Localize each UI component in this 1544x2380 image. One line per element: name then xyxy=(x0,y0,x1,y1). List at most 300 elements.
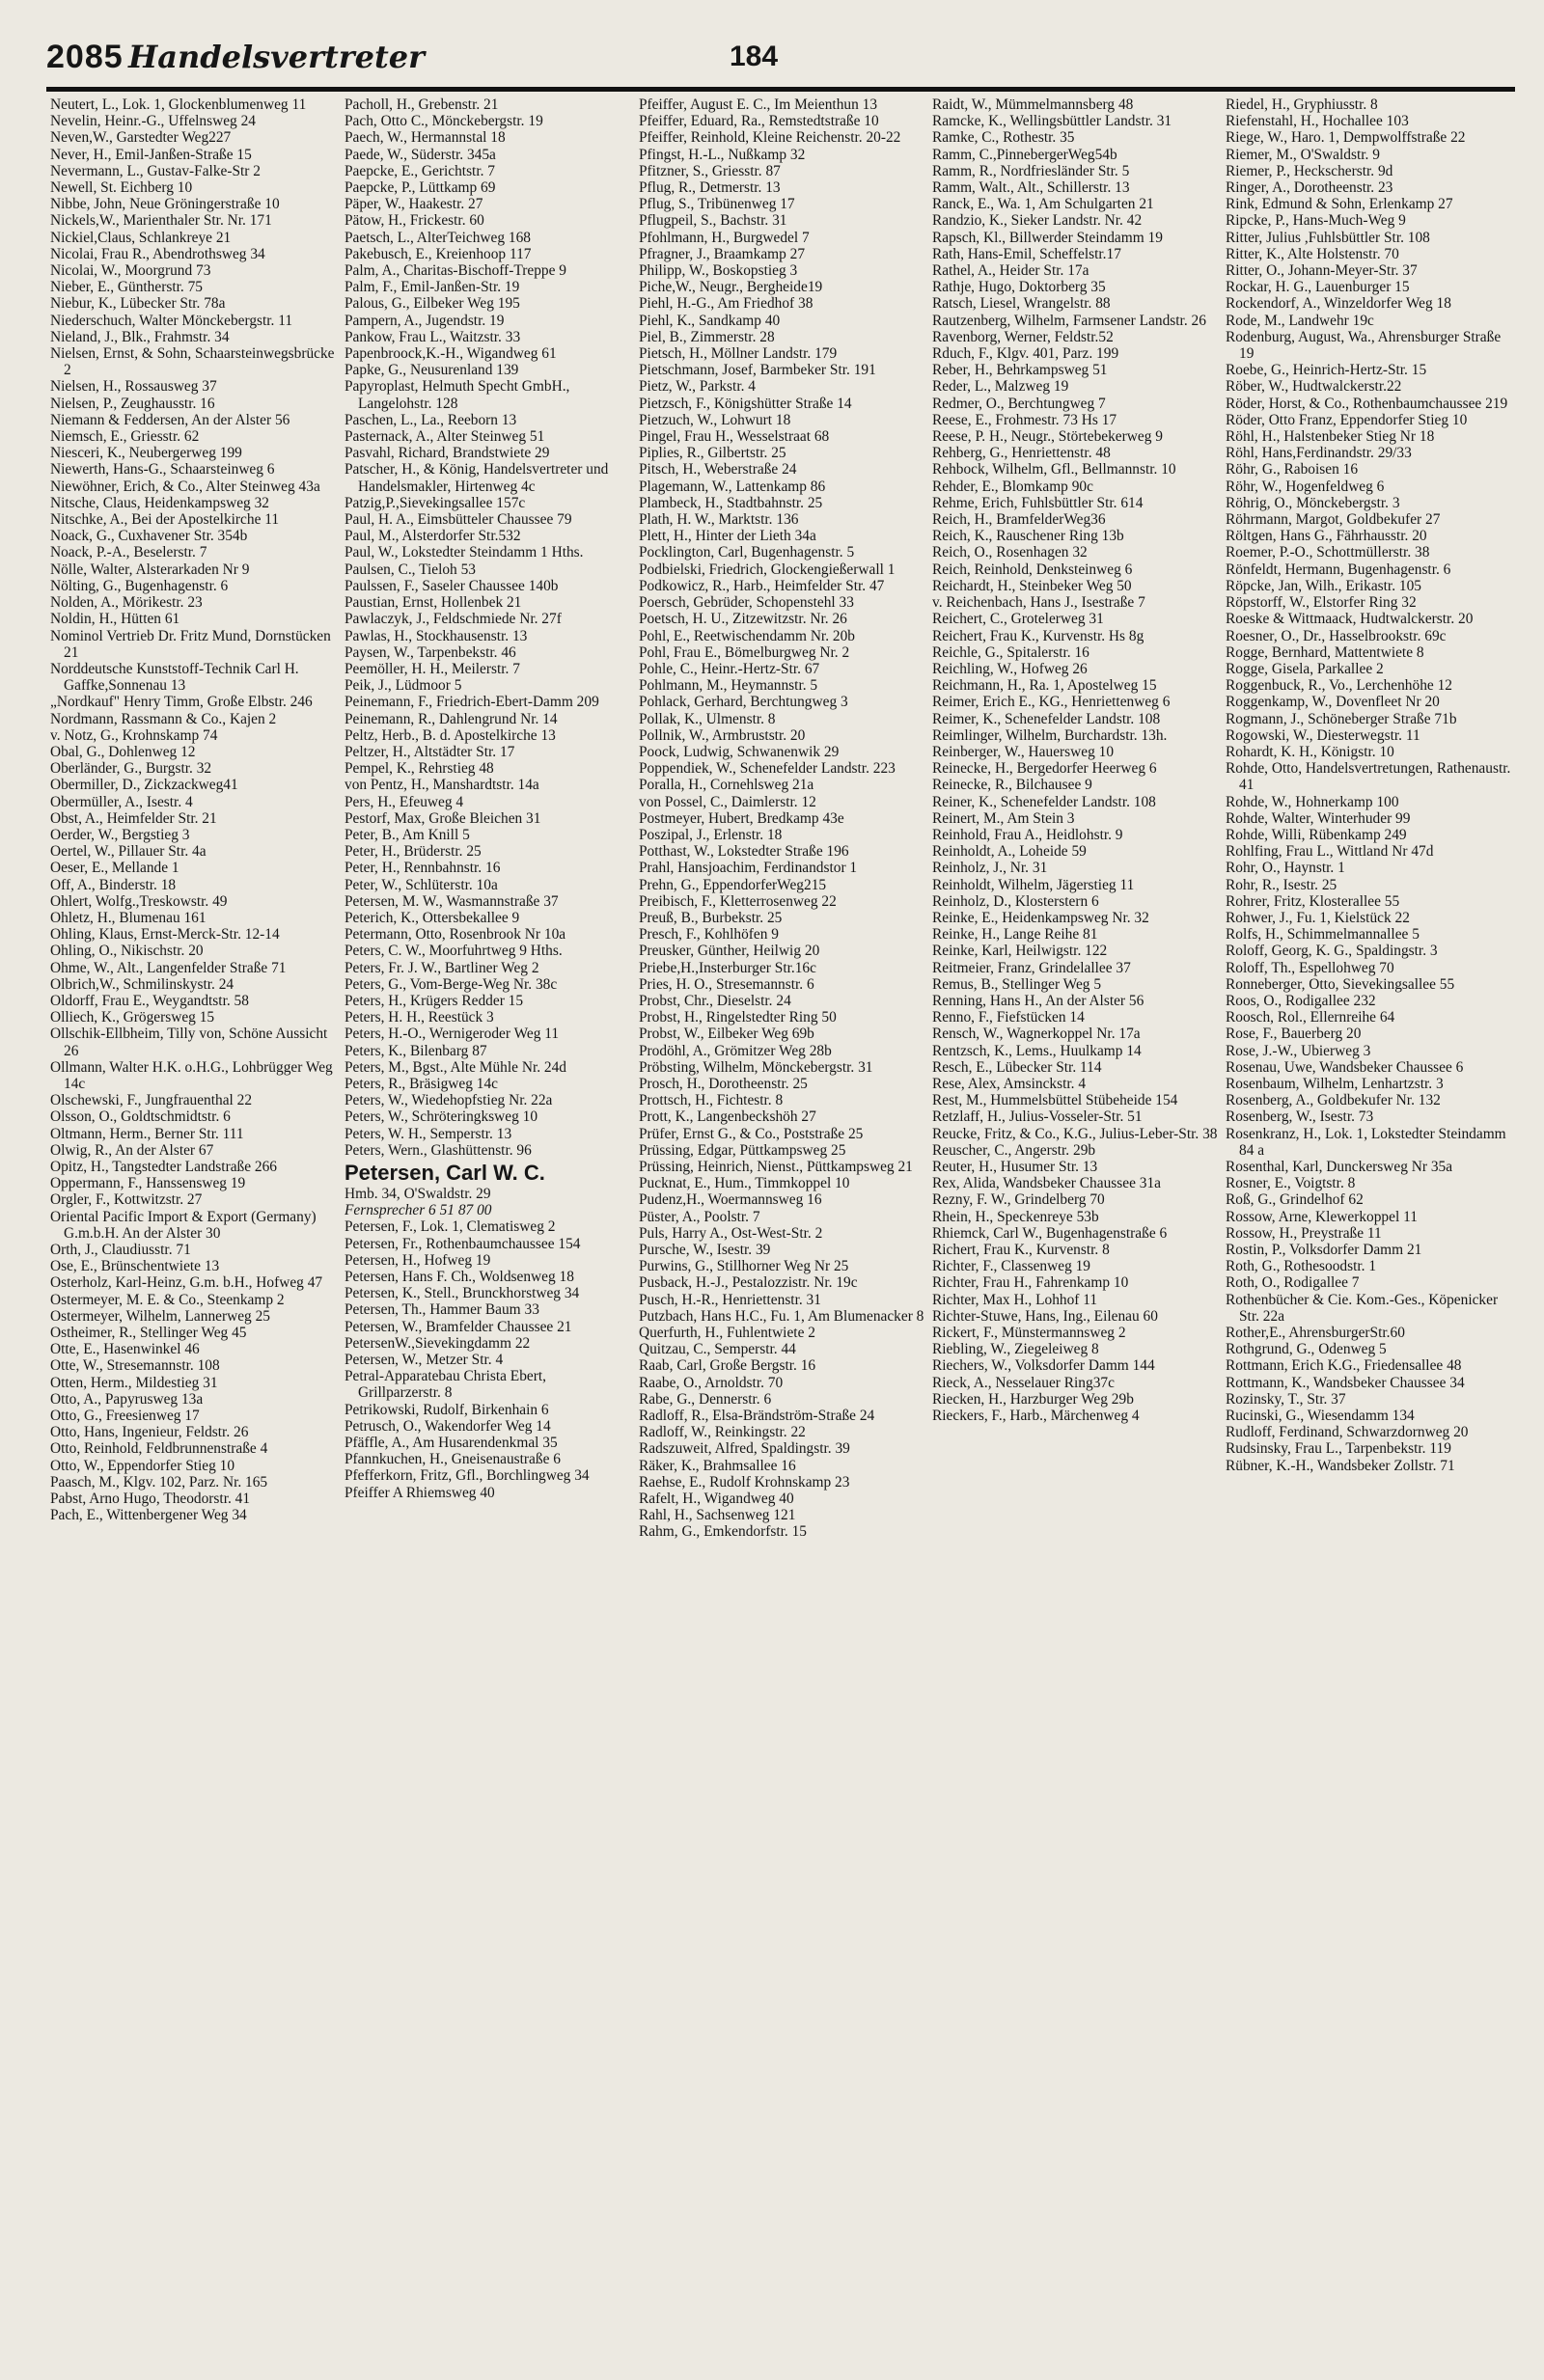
directory-entry: Paul, H. A., Eimsbütteler Chaussee 79 xyxy=(345,511,572,529)
directory-entry: Reichert, Frau K., Kurvenstr. Hs 8g xyxy=(932,627,1144,644)
directory-entry: Rafelt, H., Wigandweg 40 xyxy=(639,1491,794,1508)
directory-entry: Paysen, W., Tarpenbekstr. 46 xyxy=(345,643,516,661)
directory-entry: Renno, F., Fiefstücken 14 xyxy=(932,1009,1085,1026)
directory-entry: Pohle, C., Heinr.-Hertz-Str. 67 xyxy=(639,660,820,677)
directory-entry: Otto, Hans, Ingenieur, Feldstr. 26 xyxy=(50,1424,249,1441)
directory-entry: Rottmann, K., Wandsbeker Chaussee 34 xyxy=(1226,1374,1465,1391)
directory-entry: Paech, W., Hermannstal 18 xyxy=(345,129,506,147)
directory-entry: Petrusch, O., Wakendorfer Weg 14 xyxy=(345,1417,551,1435)
directory-entry: Rosenthal, Karl, Dunckersweg Nr 35a xyxy=(1226,1159,1453,1175)
directory-entry: Rath, Hans-Emil, Scheffelstr.17 xyxy=(932,245,1121,262)
directory-entry: Peters, H. H., Reestück 3 xyxy=(345,1009,494,1026)
directory-entry: Rehder, E., Blomkamp 90c xyxy=(932,478,1093,495)
directory-entry: Nickels,W., Marienthaler Str. Nr. 171 xyxy=(50,212,272,230)
directory-entry: Nibbe, John, Neue Gröningerstraße 10 xyxy=(50,196,280,213)
directory-entry: Peter, B., Am Knill 5 xyxy=(345,826,470,843)
directory-entry: Rese, Alex, Amsinckstr. 4 xyxy=(932,1075,1087,1092)
directory-entry: Poszipal, J., Erlenstr. 18 xyxy=(639,826,783,843)
directory-entry: Roeske & Wittmaack, Hudtwalckerstr. 20 xyxy=(1226,611,1474,628)
directory-entry: Ringer, A., Dorotheenstr. 23 xyxy=(1226,179,1393,197)
directory-entry: Pietsch, H., Möllner Landstr. 179 xyxy=(639,345,838,363)
directory-entry: Rezny, F. W., Grindelberg 70 xyxy=(932,1191,1105,1209)
directory-entry: Piplies, R., Gilbertstr. 25 xyxy=(639,445,786,462)
directory-entry: Peters, K., Bilenbarg 87 xyxy=(345,1042,487,1059)
directory-entry: Papyroplast, Helmuth Specht GmbH., Langelohstr. 128 xyxy=(345,378,570,412)
directory-entry: Peters, W. H., Semperstr. 13 xyxy=(345,1125,512,1142)
directory-entry: Pempel, K., Rehrstieg 48 xyxy=(345,760,494,778)
directory-entry: Rickert, F., Münstermannsweg 2 xyxy=(932,1325,1126,1342)
directory-entry: Radloff, W., Reinkingstr. 22 xyxy=(639,1424,806,1441)
directory-entry: Pietzsch, F., Königshütter Straße 14 xyxy=(639,395,852,412)
directory-entry: Obst, A., Heimfelder Str. 21 xyxy=(50,809,217,827)
directory-entry: Roloff, Th., Espellohweg 70 xyxy=(1226,959,1394,976)
directory-entry: Paede, W., Süderstr. 345a xyxy=(345,146,496,163)
directory-entry: Röder, Horst, & Co., Rothenbaumchaussee 219 xyxy=(1226,395,1508,412)
directory-entry: Riecken, H., Harzburger Weg 29b xyxy=(932,1390,1134,1408)
directory-entry: Röhl, H., Halstenbeker Stieg Nr 18 xyxy=(1226,428,1435,446)
directory-entry: von Possel, C., Daimlerstr. 12 xyxy=(639,793,816,810)
column-5 xyxy=(1226,96,1511,2354)
directory-entry: Reinholdt, Wilhelm, Jägerstieg 11 xyxy=(932,876,1135,893)
directory-entry: Rohr, O., Haynstr. 1 xyxy=(1226,860,1345,877)
directory-entry: Neutert, L., Lok. 1, Glockenblumenweg 11 xyxy=(50,96,307,113)
column-2 xyxy=(345,96,630,2354)
directory-entry: Rübner, K.-H., Wandsbeker Zollstr. 71 xyxy=(1226,1457,1455,1474)
directory-entry: Rentzsch, K., Lems., Huulkamp 14 xyxy=(932,1042,1142,1059)
directory-entry: Reinberger, W., Hauersweg 10 xyxy=(932,743,1115,760)
directory-entry: Olbrich,W., Schmilinskystr. 24 xyxy=(50,975,234,993)
directory-entry: Peterich, K., Ottersbekallee 9 xyxy=(345,909,520,926)
directory-entry: Otto, A., Papyrusweg 13a xyxy=(50,1390,204,1408)
directory-entry: Rensch, W., Wagnerkoppel Nr. 17a xyxy=(932,1026,1141,1043)
directory-entry: Preusker, Günther, Heilwig 20 xyxy=(639,943,820,960)
directory-entry: Rucinski, G., Wiesendamm 134 xyxy=(1226,1408,1415,1425)
directory-entry: Paepcke, P., Lüttkamp 69 xyxy=(345,179,496,197)
directory-entry: Rode, M., Landwehr 19c xyxy=(1226,312,1374,329)
directory-entry: Oeser, E., Mellande 1 xyxy=(50,860,179,877)
directory-entry: Rottmann, Erich K.G., Friedensallee 48 xyxy=(1226,1357,1462,1375)
directory-entry: Peter, W., Schlüterstr. 10a xyxy=(345,876,498,893)
directory-entry: Patzig,P.,Sievekingsallee 157c xyxy=(345,494,526,511)
directory-entry: Riemer, P., Heckscherstr. 9d xyxy=(1226,162,1393,179)
directory-entry: Ollmann, Walter H.K. o.H.G., Lohbrügger Weg 14c xyxy=(50,1058,333,1092)
directory-entry: Querfurth, H., Fuhlentwiete 2 xyxy=(639,1325,815,1342)
directory-entry: Oberländer, G., Burgstr. 32 xyxy=(50,760,212,778)
directory-entry: Nielsen, P., Zeughausstr. 16 xyxy=(50,395,215,412)
directory-entry: Remus, B., Stellinger Weg 5 xyxy=(932,975,1102,993)
directory-entry: Pflug, R., Detmerstr. 13 xyxy=(639,179,781,197)
directory-entry: Peters, W., Wiedehopfstieg Nr. 22a xyxy=(345,1092,553,1109)
directory-entry: Olschewski, F., Jungfrauenthal 22 xyxy=(50,1092,253,1109)
directory-entry: Riege, W., Haro. 1, Dempwolffstraße 22 xyxy=(1226,129,1466,147)
directory-entry: Roloff, Georg, K. G., Spaldingstr. 3 xyxy=(1226,943,1438,960)
directory-entry: Rohr, R., Isestr. 25 xyxy=(1226,876,1337,893)
directory-entry: Reichardt, H., Steinbeker Weg 50 xyxy=(932,577,1132,594)
directory-entry: Rabe, G., Dennerstr. 6 xyxy=(639,1390,772,1408)
directory-entry: Niederschuch, Walter Mönckebergstr. 11 xyxy=(50,312,293,329)
directory-entry: Reucke, Fritz, & Co., K.G., Julius-Leber-Str. 38 xyxy=(932,1125,1218,1142)
directory-entry: Nicolai, W., Moorgrund 73 xyxy=(50,262,211,280)
directory-entry: Ohletz, H., Blumenau 161 xyxy=(50,909,207,926)
page-number: 184 xyxy=(730,41,779,72)
directory-entry: Petersen, F., Lok. 1, Clematisweg 2 xyxy=(345,1218,556,1236)
directory-entry: Rahl, H., Sachsenweg 121 xyxy=(639,1507,796,1524)
directory-entry: Rohwer, J., Fu. 1, Kielstück 22 xyxy=(1226,909,1410,926)
directory-entry: Richter-Stuwe, Hans, Ing., Eilenau 60 xyxy=(932,1307,1158,1325)
directory-entry: Renning, Hans H., An der Alster 56 xyxy=(932,992,1144,1009)
directory-entry: Ritter, Julius ,Fuhlsbüttler Str. 108 xyxy=(1226,229,1430,246)
directory-entry: Ramm, C.,PinnebergerWeg54b xyxy=(932,146,1117,163)
directory-entry: Pfefferkorn, Fritz, Gfl., Borchlingweg 34 xyxy=(345,1467,590,1485)
directory-entry: Piel, B., Zimmerstr. 28 xyxy=(639,328,775,345)
directory-entry: Hmb. 34, O'Swaldstr. 29 xyxy=(345,1186,491,1202)
directory-entry: Rohde, Willi, Rübenkamp 249 xyxy=(1226,826,1407,843)
directory-entry: Richter, F., Classenweg 19 xyxy=(932,1258,1091,1275)
directory-entry: Poetsch, H. U., Zitzewitzstr. Nr. 26 xyxy=(639,611,847,628)
directory-entry: Ripcke, P., Hans-Much-Weg 9 xyxy=(1226,212,1406,230)
directory-entry: Pach, Otto C., Mönckebergstr. 19 xyxy=(345,113,543,130)
directory-entry: Peters, M., Bgst., Alte Mühle Nr. 24d xyxy=(345,1058,567,1076)
directory-entry: Pacholl, H., Grebenstr. 21 xyxy=(345,96,499,113)
directory-entry: Riemer, M., O'Swaldstr. 9 xyxy=(1226,146,1380,163)
directory-entry: Rathel, A., Heider Str. 17a xyxy=(932,262,1089,280)
directory-entry: Piche,W., Neugr., Bergheide19 xyxy=(639,279,823,296)
directory-entry: Peltzer, H., Altstädter Str. 17 xyxy=(345,743,515,760)
directory-entry: Prehn, G., EppendorferWeg215 xyxy=(639,876,827,893)
directory-entry: Rolfs, H., Schimmelmannallee 5 xyxy=(1226,926,1420,944)
directory-entry: Ostermeyer, M. E. & Co., Steenkamp 2 xyxy=(50,1291,285,1308)
directory-entry: Rohde, W., Hohnerkamp 100 xyxy=(1226,793,1399,810)
column-1 xyxy=(50,96,336,2354)
directory-entry: Reichert, C., Grotelerweg 31 xyxy=(932,611,1104,628)
directory-entry: Putzbach, Hans H.C., Fu. 1, Am Blumenacker 8 xyxy=(639,1307,924,1325)
directory-entry: Nölle, Walter, Alsterarkaden Nr 9 xyxy=(50,561,250,578)
directory-entry: Röhl, Hans,Ferdinandstr. 29/33 xyxy=(1226,445,1412,462)
directory-entry: Roth, O., Rodigallee 7 xyxy=(1226,1274,1360,1292)
directory-entry: Rosenau, Uwe, Wandsbeker Chaussee 6 xyxy=(1226,1058,1464,1076)
directory-entry: Nielsen, Ernst, & Sohn, Schaarsteinwegsbrücke 2 xyxy=(50,345,335,379)
directory-entry: Rogmann, J., Schöneberger Straße 71b xyxy=(1226,710,1457,727)
directory-entry: Poppendiek, W., Schenefelder Landstr. 223 xyxy=(639,760,896,778)
directory-entry: Randzio, K., Sieker Landstr. Nr. 42 xyxy=(932,212,1143,230)
directory-entry: Reber, H., Behrkampsweg 51 xyxy=(932,362,1108,379)
directory-entry: Paasch, M., Klgv. 102, Parz. Nr. 165 xyxy=(50,1473,268,1491)
directory-entry: Ostermeyer, Wilhelm, Lannerweg 25 xyxy=(50,1307,270,1325)
directory-entry: Reimlinger, Wilhelm, Burchardstr. 13h. xyxy=(932,726,1168,744)
directory-entry: Rieckers, F., Harb., Märchenweg 4 xyxy=(932,1408,1140,1425)
directory-entry: Pfannkuchen, H., Gneisenaustraße 6 xyxy=(345,1451,561,1468)
directory-entry: Raidt, W., Mümmelmannsberg 48 xyxy=(932,96,1134,113)
directory-entry: Rodenburg, August, Wa., Ahrensburger Straße 19 xyxy=(1226,328,1502,363)
directory-entry: Pawlaczyk, J., Feldschmiede Nr. 27f xyxy=(345,611,562,628)
directory-entry: Pucknat, E., Hum., Timmkoppel 10 xyxy=(639,1175,850,1192)
directory-entry: Rogge, Gisela, Parkallee 2 xyxy=(1226,660,1384,677)
directory-entry: Pollak, K., Ulmenstr. 8 xyxy=(639,710,776,727)
directory-entry: Rossow, Arne, Klewerkoppel 11 xyxy=(1226,1208,1418,1225)
directory-entry: Ranck, E., Wa. 1, Am Schulgarten 21 xyxy=(932,196,1154,213)
directory-entry: Plath, H. W., Marktstr. 136 xyxy=(639,511,799,529)
directory-entry: Nieber, E., Güntherstr. 75 xyxy=(50,279,203,296)
directory-entry: Oppermann, F., Hanssensweg 19 xyxy=(50,1175,246,1192)
directory-entry: Röhr, G., Raboisen 16 xyxy=(1226,461,1359,479)
directory-entry: Probst, H., Ringelstedter Ring 50 xyxy=(639,1009,837,1026)
directory-entry: Richter, Max H., Lohhof 11 xyxy=(932,1291,1098,1308)
directory-entry: Pabst, Arno Hugo, Theodorstr. 41 xyxy=(50,1491,251,1508)
directory-entry: Pankow, Frau L., Waitzstr. 33 xyxy=(345,328,521,345)
directory-entry: Pflug, S., Tribünenweg 17 xyxy=(639,196,795,213)
directory-entry: Paetsch, L., AlterTeichweg 168 xyxy=(345,229,531,246)
directory-entry: Reinholdt, A., Loheide 59 xyxy=(932,843,1087,861)
directory-entry: Pudenz,H., Woermannsweg 16 xyxy=(639,1191,822,1209)
directory-entry: Redmer, O., Berchtungweg 7 xyxy=(932,395,1106,412)
directory-entry: Papke, G., Neusurenland 139 xyxy=(345,362,519,379)
directory-entry: Rosenbaum, Wilhelm, Lenhartzstr. 3 xyxy=(1226,1075,1444,1092)
directory-entry: Reich, O., Rosenhagen 32 xyxy=(932,544,1088,561)
page-header xyxy=(46,39,1513,81)
directory-entry: Pfohlmann, H., Burgwedel 7 xyxy=(639,229,810,246)
directory-entry: Rhiemck, Carl W., Bugenhagenstraße 6 xyxy=(932,1224,1168,1242)
directory-entry: Peltz, Herb., B. d. Apostelkirche 13 xyxy=(345,726,556,744)
directory-entry: Poralla, H., Cornehlsweg 21a xyxy=(639,777,814,794)
directory-entry: Pasvahl, Richard, Brandstwiete 29 xyxy=(345,445,550,462)
directory-entry: Reinecke, R., Bilchausee 9 xyxy=(932,777,1092,794)
directory-entry: Puls, Harry A., Ost-West-Str. 2 xyxy=(639,1224,823,1242)
directory-entry: Oertel, W., Pillauer Str. 4a xyxy=(50,843,207,861)
directory-entry: Riedel, H., Gryphiusstr. 8 xyxy=(1226,96,1378,113)
directory-entry: Röpcke, Jan, Wilh., Erikastr. 105 xyxy=(1226,577,1421,594)
directory-entry: Roggenkamp, W., Dovenfleet Nr 20 xyxy=(1226,694,1440,711)
directory-entry: Ose, E., Brünschentwiete 13 xyxy=(50,1258,220,1275)
directory-entry: Reichmann, H., Ra. 1, Apostelweg 15 xyxy=(932,677,1157,695)
directory-entry: Rehbock, Wilhelm, Gfl., Bellmannstr. 10 xyxy=(932,461,1176,479)
directory-entry: Rogge, Bernhard, Mattentwiete 8 xyxy=(1226,643,1424,661)
directory-entry: Rieck, A., Nesselauer Ring37c xyxy=(932,1374,1115,1391)
directory-entry: Raabe, O., Arnoldstr. 70 xyxy=(639,1374,784,1391)
directory-entry: Peters, H., Krügers Redder 15 xyxy=(345,992,524,1009)
directory-entry: Pitsch, H., Weberstraße 24 xyxy=(639,461,797,479)
directory-entry: Otte, E., Hasenwinkel 46 xyxy=(50,1341,200,1358)
directory-entry: Newell, St. Eichberg 10 xyxy=(50,179,193,197)
directory-entry: Noldin, H., Hütten 61 xyxy=(50,611,180,628)
directory-entry: Rostin, P., Volksdorfer Damm 21 xyxy=(1226,1242,1422,1259)
directory-entry: PetersenW.,Sievekingdamm 22 xyxy=(345,1334,531,1352)
directory-entry: Oldorff, Frau E., Weygandtstr. 58 xyxy=(50,992,249,1009)
directory-entry: Raehse, E., Rudolf Krohnskamp 23 xyxy=(639,1473,850,1491)
directory-entry: Röhrmann, Margot, Goldbekufer 27 xyxy=(1226,511,1441,529)
directory-entry: Pursche, W., Isestr. 39 xyxy=(639,1242,771,1259)
directory-entry: Reichle, G., Spitalerstr. 16 xyxy=(932,643,1089,661)
directory-entry: Olwig, R., An der Alster 67 xyxy=(50,1141,214,1159)
directory-entry: Nitschke, A., Bei der Apostelkirche 11 xyxy=(50,511,280,529)
directory-entry: Prottsch, H., Fichtestr. 8 xyxy=(639,1092,784,1109)
directory-entry: Pingel, Frau H., Wesselstraat 68 xyxy=(639,428,830,446)
directory-entry: Petersen, W., Bramfelder Chaussee 21 xyxy=(345,1318,572,1335)
directory-entry: Reder, L., Malzweg 19 xyxy=(932,378,1069,396)
directory-entry: Paepcke, E., Gerichtstr. 7 xyxy=(345,162,495,179)
directory-entry: Rex, Alida, Wandsbeker Chaussee 31a xyxy=(932,1175,1161,1192)
directory-entry: Peters, G., Vom-Berge-Weg Nr. 38c xyxy=(345,975,558,993)
directory-entry: Peters, C. W., Moorfuhrtweg 9 Hths. xyxy=(345,943,563,960)
directory-entry: Rohde, Otto, Handelsvertretungen, Rathenaustr. 41 xyxy=(1226,760,1511,794)
directory-entry: Pfragner, J., Braamkamp 27 xyxy=(639,245,806,262)
directory-entry: Räker, K., Brahmsallee 16 xyxy=(639,1457,796,1474)
directory-entry: Rönfeldt, Hermann, Bugenhagenstr. 6 xyxy=(1226,561,1451,578)
directory-entry: Rockar, H. G., Lauenburger 15 xyxy=(1226,279,1410,296)
header-rule xyxy=(46,87,1515,92)
directory-entry: Petersen, W., Metzer Str. 4 xyxy=(345,1352,504,1369)
directory-entry: Roos, O., Rodigallee 232 xyxy=(1226,992,1376,1009)
directory-entry: Pocklington, Carl, Bugenhagenstr. 5 xyxy=(639,544,855,561)
directory-entry: Norddeutsche Kunststoff-Technik Carl H. Gaffke,Sonnenau 13 xyxy=(50,660,299,695)
directory-entry: Rogowski, W., Diesterwegstr. 11 xyxy=(1226,726,1420,744)
directory-entry: Rapsch, Kl., Billwerder Steindamm 19 xyxy=(932,229,1163,246)
directory-entry: Püster, A., Poolstr. 7 xyxy=(639,1208,760,1225)
directory-entry: Ohling, O., Nikischstr. 20 xyxy=(50,943,204,960)
directory-entry: Paulssen, F., Saseler Chaussee 140b xyxy=(345,577,559,594)
directory-entry: Roebe, G., Heinrich-Hertz-Str. 15 xyxy=(1226,362,1427,379)
directory-entry: Peik, J., Lüdmoor 5 xyxy=(345,677,462,695)
directory-entry: Rohlfing, Frau L., Wittland Nr 47d xyxy=(1226,843,1434,861)
directory-entry: Otto, G., Freesienweg 17 xyxy=(50,1408,200,1425)
directory-entry: Ratsch, Liesel, Wrangelstr. 88 xyxy=(932,295,1111,313)
directory-entry: Obermiller, D., Zickzackweg41 xyxy=(50,777,238,794)
directory-entry: Orth, J., Claudiusstr. 71 xyxy=(50,1242,191,1259)
directory-entry: Orgler, F., Kottwitzstr. 27 xyxy=(50,1191,203,1209)
directory-entry: Roesner, O., Dr., Hasselbrookstr. 69c xyxy=(1226,627,1447,644)
directory-entry: Pfeiffer, Reinhold, Kleine Reichenstr. 20-22 xyxy=(639,129,901,147)
directory-entry: Reinert, M., Am Stein 3 xyxy=(932,809,1075,827)
directory-entry: Reinecke, H., Bergedorfer Heerweg 6 xyxy=(932,760,1157,778)
directory-entry: Niesceri, K., Neubergerweg 199 xyxy=(50,445,242,462)
directory-entry: Rest, M., Hummelsbüttel Stübeheide 154 xyxy=(932,1092,1178,1109)
directory-entry: Oltmann, Herm., Berner Str. 111 xyxy=(50,1125,244,1142)
directory-entry: Pfeiffer, August E. C., Im Meienthun 13 xyxy=(639,96,878,113)
directory-entry: v. Notz, G., Krohnskamp 74 xyxy=(50,726,218,744)
directory-entry: Prosch, H., Dorotheenstr. 25 xyxy=(639,1075,808,1092)
directory-entry: Rosner, E., Voigtstr. 8 xyxy=(1226,1175,1356,1192)
directory-entry: Reese, P. H., Neugr., Störtebekerweg 9 xyxy=(932,428,1163,446)
directory-entry: Rose, J.-W., Ubierweg 3 xyxy=(1226,1042,1371,1059)
directory-entry: Rossow, H., Preystraße 11 xyxy=(1226,1224,1382,1242)
directory-entry: Peters, Fr. J. W., Bartliner Weg 2 xyxy=(345,959,539,976)
directory-entry: Pohlack, Gerhard, Berchtungweg 3 xyxy=(639,694,848,711)
directory-entry: Ohme, W., Alt., Langenfelder Straße 71 xyxy=(50,959,287,976)
directory-entry: Purwins, G., Stillhorner Weg Nr 25 xyxy=(639,1258,849,1275)
directory-entry: „Nordkauf" Henry Timm, Große Elbstr. 246 xyxy=(50,694,313,711)
directory-entry: Riebling, W., Ziegeleiweg 8 xyxy=(932,1341,1099,1358)
directory-entry: Plagemann, W., Lattenkamp 86 xyxy=(639,478,826,495)
directory-entry: Podbielski, Friedrich, Glockengießerwall 1 xyxy=(639,561,896,578)
directory-entry: Peters, Wern., Glashüttenstr. 96 xyxy=(345,1141,532,1159)
directory-entry: Rozinsky, T., Str. 37 xyxy=(1226,1390,1346,1408)
directory-entry: Resch, E., Lübecker Str. 114 xyxy=(932,1058,1102,1076)
directory-entry: Petral-Apparatebau Christa Ebert, Grillparzerstr. 8 xyxy=(345,1368,546,1402)
directory-entry: Röhrig, O., Mönckebergstr. 3 xyxy=(1226,494,1400,511)
directory-entry: Nickiel,Claus, Schlankreye 21 xyxy=(50,229,232,246)
directory-entry: Pawlas, H., Stockhausenstr. 13 xyxy=(345,627,528,644)
directory-entry: Petersen, Fr., Rothenbaumchaussee 154 xyxy=(345,1235,581,1252)
directory-entry: Presch, F., Kohlhöfen 9 xyxy=(639,926,779,944)
directory-entry: Pohl, E., Reetwischendamm Nr. 20b xyxy=(639,627,855,644)
directory-entry: Papenbroock,K.-H., Wigandweg 61 xyxy=(345,345,557,363)
directory-entry: Pfitzner, S., Griesstr. 87 xyxy=(639,162,781,179)
directory-entry: Ramcke, K., Wellingsbüttler Landstr. 31 xyxy=(932,113,1172,130)
directory-entry: Obal, G., Dohlenweg 12 xyxy=(50,743,196,760)
directory-entry: Pach, E., Wittenbergener Weg 34 xyxy=(50,1507,247,1524)
directory-entry: Nordmann, Rassmann & Co., Kajen 2 xyxy=(50,710,277,727)
directory-entry: Retzlaff, H., Julius-Vosseler-Str. 51 xyxy=(932,1108,1143,1126)
directory-entry: Peters, W., Schröteringksweg 10 xyxy=(345,1108,538,1126)
directory-entry: Rautzenberg, Wilhelm, Farmsener Landstr. 26 xyxy=(932,312,1206,329)
directory-entry: Noack, P.-A., Beselerstr. 7 xyxy=(50,544,207,561)
directory-entry: Pohl, Frau E., Bömelburgweg Nr. 2 xyxy=(639,643,850,661)
directory-entry: Never, H., Emil-Janßen-Straße 15 xyxy=(50,146,252,163)
directory-entry: Philipp, W., Boskopstieg 3 xyxy=(639,262,798,280)
directory-entry: Paul, M., Alsterdorfer Str.532 xyxy=(345,528,521,545)
directory-entry: Otto, Reinhold, Feldbrunnenstraße 4 xyxy=(50,1440,268,1458)
directory-entry: Piehl, H.-G., Am Friedhof 38 xyxy=(639,295,813,313)
directory-entry: Nevermann, L., Gustav-Falke-Str 2 xyxy=(50,162,261,179)
directory-entry: Otto, W., Eppendorfer Stieg 10 xyxy=(50,1457,235,1474)
section-title: Handelsvertreter xyxy=(128,39,425,75)
directory-entry: Petersen, Th., Hammer Baum 33 xyxy=(345,1301,539,1319)
directory-entry: Prüssing, Edgar, Püttkampsweg 25 xyxy=(639,1141,846,1159)
column-3 xyxy=(639,96,924,2354)
directory-entry: Pries, H. O., Stresemannstr. 6 xyxy=(639,975,814,993)
directory-entry: Ramm, R., Nordfriesländer Str. 5 xyxy=(932,162,1130,179)
directory-entry: Prodöhl, A., Grömitzer Weg 28b xyxy=(639,1042,832,1059)
directory-entry: Rudsinsky, Frau L., Tarpenbekstr. 119 xyxy=(1226,1440,1451,1458)
directory-entry: Podkowicz, R., Harb., Heimfelder Str. 47 xyxy=(639,577,885,594)
directory-entry: Pohlmann, M., Heymannstr. 5 xyxy=(639,677,818,695)
directory-entry: Pusch, H.-R., Henriettenstr. 31 xyxy=(639,1291,821,1308)
directory-entry: Pollnik, W., Armbruststr. 20 xyxy=(639,726,806,744)
directory-entry: Raab, Carl, Große Bergstr. 16 xyxy=(639,1357,816,1375)
directory-entry: Niemsch, E., Griesstr. 62 xyxy=(50,428,200,446)
directory-entry: Peinemann, R., Dahlengrund Nr. 14 xyxy=(345,710,558,727)
directory-entry: Röltgen, Hans G., Fährhausstr. 20 xyxy=(1226,528,1427,545)
directory-entry: Nieland, J., Blk., Frahmstr. 34 xyxy=(50,328,230,345)
directory-entry: Reuter, H., Husumer Str. 13 xyxy=(932,1159,1098,1175)
directory-entry: Peemöller, H. H., Meilerstr. 7 xyxy=(345,660,520,677)
directory-entry: Otte, W., Stresemannstr. 108 xyxy=(50,1357,220,1375)
directory-entry: Reitmeier, Franz, Grindelallee 37 xyxy=(932,959,1131,976)
directory-entry: Pietz, W., Parkstr. 4 xyxy=(639,378,756,396)
directory-entry: Prüfer, Ernst G., & Co., Poststraße 25 xyxy=(639,1125,864,1142)
directory-entry: Roß, G., Grindelhof 62 xyxy=(1226,1191,1364,1209)
directory-entry: Piehl, K., Sandkamp 40 xyxy=(639,312,781,329)
directory-entry: Reimer, Erich E., KG., Henriettenweg 6 xyxy=(932,694,1171,711)
directory-entry: Rose, F., Bauerberg 20 xyxy=(1226,1026,1362,1043)
directory-entry: Reich, Reinhold, Denksteinweg 6 xyxy=(932,561,1133,578)
directory-entry: Reese, E., Frohmestr. 73 Hs 17 xyxy=(932,411,1117,428)
directory-entry: Nicolai, Frau R., Abendrothsweg 34 xyxy=(50,245,265,262)
directory-entry: Radloff, R., Elsa-Brändström-Straße 24 xyxy=(639,1408,875,1425)
directory-entry: Pfingst, H.-L., Nußkamp 32 xyxy=(639,146,806,163)
directory-entry: Plett, H., Hinter der Lieth 34a xyxy=(639,528,816,545)
directory-entry: Nolden, A., Mörikestr. 23 xyxy=(50,594,203,612)
directory-entry: Pfäffle, A., Am Husarendenkmal 35 xyxy=(345,1435,558,1452)
directory-entry: Peters, H.-O., Wernigeroder Weg 11 xyxy=(345,1026,560,1043)
directory-entry: Roemer, P.-O., Schottmüllerstr. 38 xyxy=(1226,544,1430,561)
directory-entry: Paschen, L., La., Reeborn 13 xyxy=(345,411,517,428)
directory-entry: Petermann, Otto, Rosenbrook Nr 10a xyxy=(345,926,566,944)
directory-entry: Ramm, Walt., Alt., Schillerstr. 13 xyxy=(932,179,1130,197)
directory-entry: Plambeck, H., Stadtbahnstr. 25 xyxy=(639,494,823,511)
directory-entry: Niebur, K., Lübecker Str. 78a xyxy=(50,295,226,313)
directory-entry: Rockendorf, A., Winzeldorfer Weg 18 xyxy=(1226,295,1451,313)
directory-entry: Reinholz, D., Klosterstern 6 xyxy=(932,892,1099,910)
